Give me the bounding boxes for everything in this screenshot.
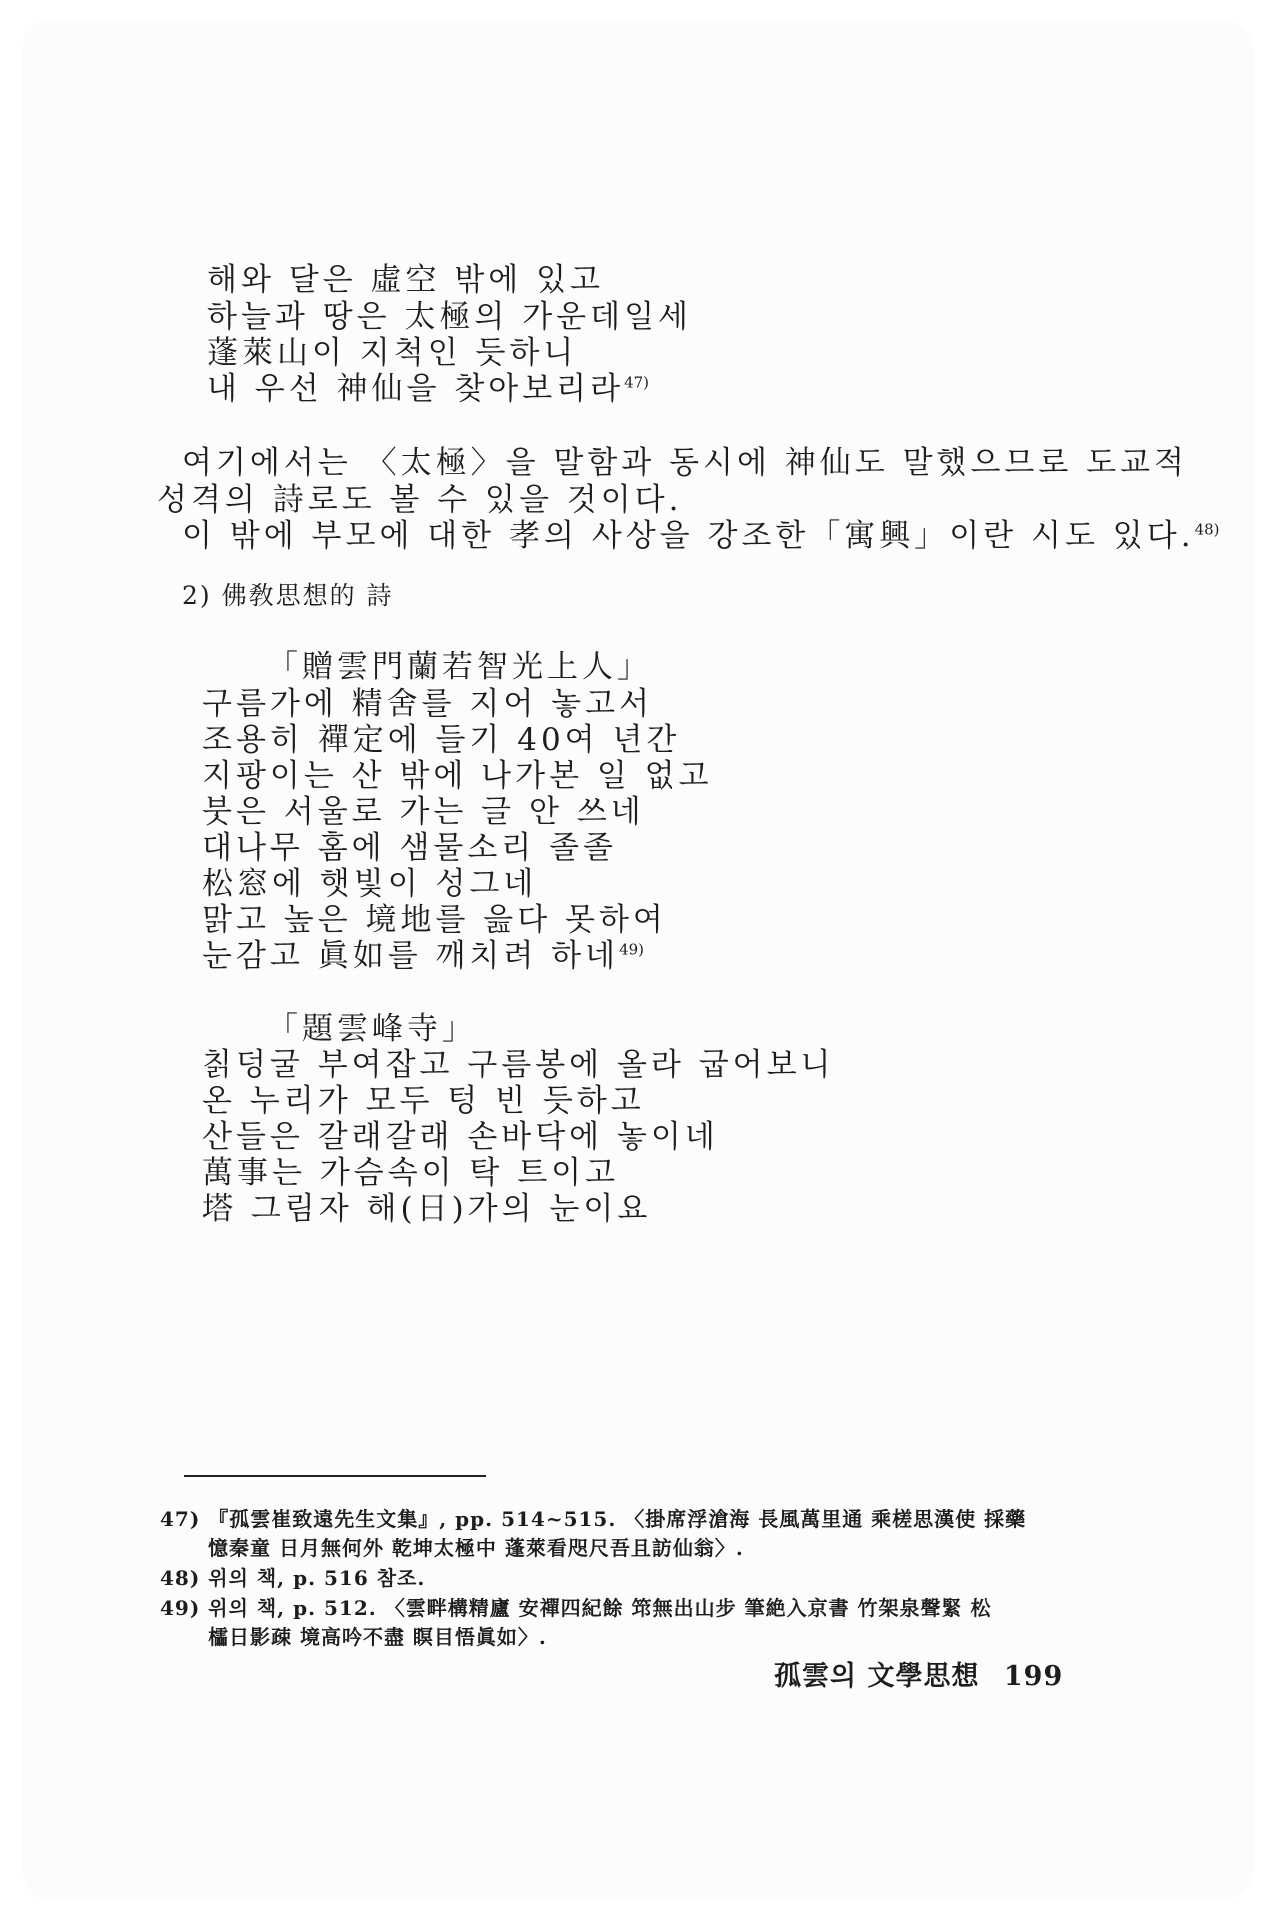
poem-line: 지팡이는 산 밖에 나가본 일 없고: [202, 758, 713, 794]
poem-line: 해와 달은 虛空 밖에 있고: [207, 262, 604, 298]
poem-line: 대나무 홈에 샘물소리 졸졸: [202, 830, 617, 866]
poem-line: 눈감고 眞如를 깨치려 하네$^{49)}$: [202, 938, 645, 974]
poem-line: 온 누리가 모두 텅 빈 듯하고: [202, 1083, 645, 1119]
poem-line: 구름가에 精舍를 지어 놓고서: [202, 686, 654, 722]
poem-line: 칡덩굴 부여잡고 구름봉에 올라 굽어보니: [202, 1047, 835, 1083]
footnote-line: 49) 위의 책, p. 512. 〈雲畔構精廬 安禪四紀餘 筇無出山步 筆絶入京書 竹架泉聲緊 松: [160, 1596, 992, 1620]
poem-line: 松窓에 햇빛이 성그네: [202, 866, 538, 902]
prose-line: 여기에서는 〈太極〉을 말함과 동시에 神仙도 말했으므로 도교적: [182, 445, 1188, 481]
footnote-ref: 49): [619, 940, 645, 959]
book-page: [22, 20, 1254, 1900]
footnote-divider: [184, 1475, 486, 1477]
poem-title: 「題雲峰寺」: [267, 1011, 477, 1047]
poem-line: 조용히 禪定에 들기 40여 년간: [202, 722, 681, 758]
running-footer: [774, 1654, 1063, 1693]
footnote-line: 憶秦童 日月無何外 乾坤太極中 蓬萊看咫尺吾且訪仙翁〉.: [208, 1536, 744, 1560]
footnote-line: 47) 『孤雲崔致遠先生文集』, pp. 514~515. 〈掛席浮滄海 長風萬里通 乘槎思漢使 採藥: [160, 1507, 1027, 1531]
poem-line: 산들은 갈래갈래 손바닥에 놓이네: [202, 1119, 719, 1155]
poem-line: 하늘과 땅은 太極의 가운데일세: [207, 299, 692, 335]
page-number: 199: [1003, 1661, 1064, 1692]
poem-line: 蓬萊山이 지척인 듯하니: [207, 335, 578, 371]
poem-line: 붓은 서울로 가는 글 안 쓰네: [202, 794, 645, 830]
footnote-ref: 47): [624, 373, 650, 392]
running-title: 孤雲의 文學思想: [774, 1661, 980, 1692]
poem-line: 塔 그림자 해(日)가의 눈이요: [202, 1191, 652, 1227]
footnote-ref: 48): [1194, 520, 1220, 539]
poem-title: 「贈雲門蘭若智光上人」: [267, 649, 652, 685]
prose-line: 성격의 詩로도 볼 수 있을 것이다.: [157, 482, 683, 518]
prose-line: 이 밖에 부모에 대한 孝의 사상을 강조한「寓興」이란 시도 있다.$^{48)}$: [182, 518, 1220, 554]
footnote-line: 48) 위의 책, p. 516 참조.: [160, 1566, 426, 1590]
section-heading: 2) 佛敎思想的 詩: [182, 581, 394, 610]
poem-line: 내 우선 神仙을 찾아보리라$^{47)}$: [207, 371, 650, 407]
poem-line: 萬事는 가슴속이 탁 트이고: [202, 1155, 620, 1191]
footnote-line: 櫺日影疎 境高吟不盡 瞑目悟眞如〉.: [208, 1625, 547, 1649]
poem-line: 맑고 높은 境地를 읊다 못하여: [202, 902, 667, 938]
